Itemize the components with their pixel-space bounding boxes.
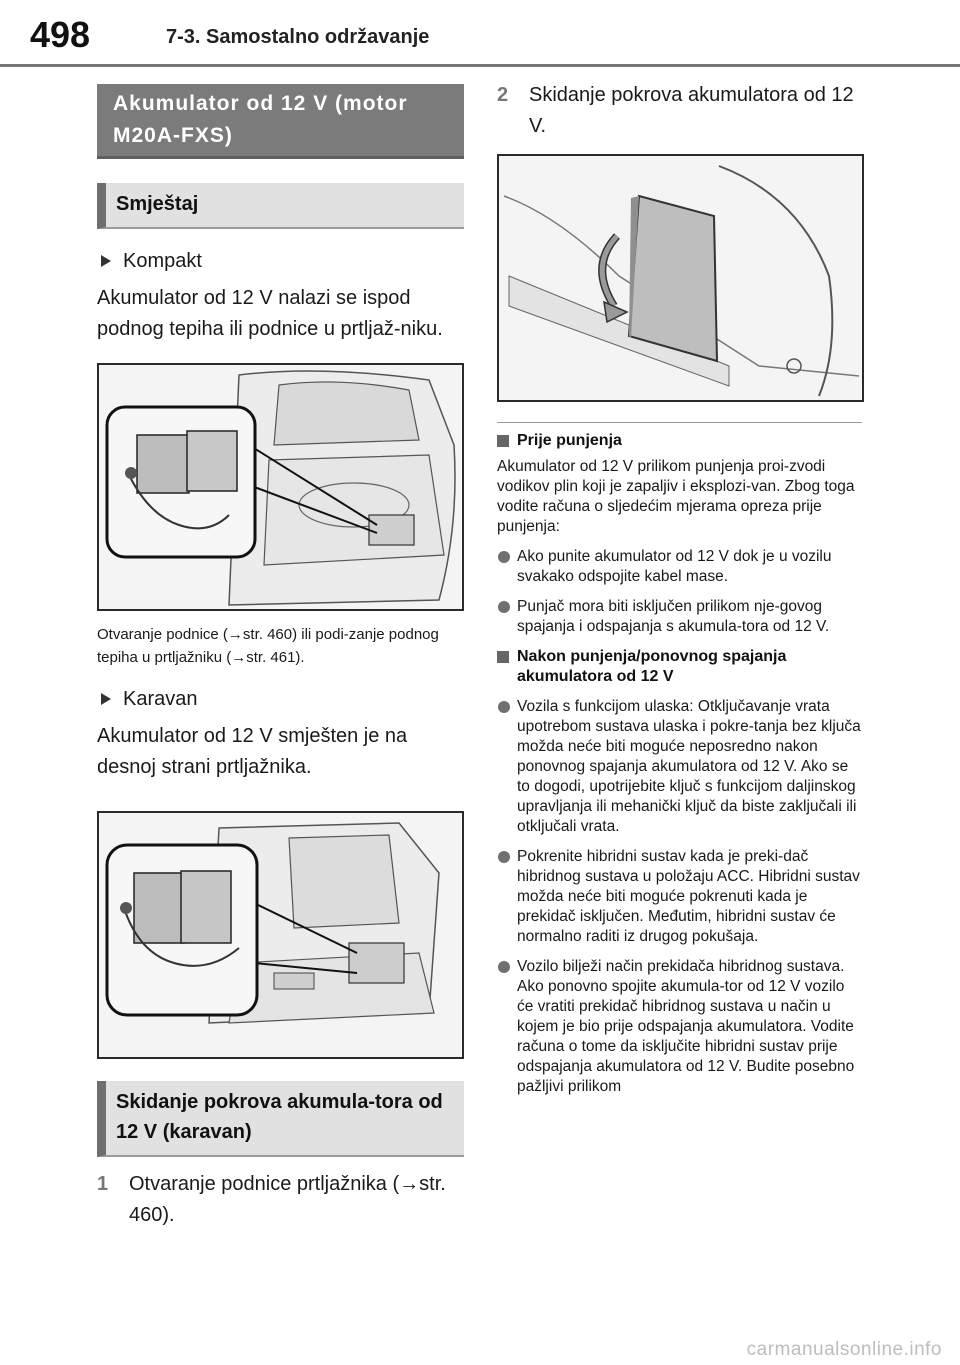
step-2-text: Skidanje pokrova akumulatora od 12 V.	[529, 84, 854, 137]
step-1	[97, 1169, 464, 1231]
battery-cover-illustration	[497, 154, 864, 402]
after-item-3: Vozilo bilježi način prekidača hibridnog sustava. Ako ponovno spojite akumula-tor od 12 V vozilo će vratiti prekidač hibridnog sustava u način u kojem je bio prije odspajanja akumulatora. Vodite računa o tome da isključite hibridni sustav prije odspajanja akumulatora od 12 V. Budite posebno pažljivi prilikom	[497, 957, 862, 1097]
section-title: Akumulator od 12 V (motor M20A-FXS)	[97, 84, 464, 159]
location-heading: Smještaj	[97, 183, 464, 229]
compact-trunk-illustration	[97, 363, 464, 611]
wagon-trunk-illustration	[97, 811, 464, 1059]
watermark: carmanualsonline.info	[746, 1339, 942, 1360]
before-charging-text: Akumulator od 12 V prilikom punjenja proi-zvodi vodikov plin koji je zapaljiv i eksplozi-van. Zbog toga vodite računa o sljedećim mjerama opreza prije punjenja:	[497, 458, 855, 535]
step-2-number: 2	[497, 84, 509, 106]
wagon-text: Akumulator od 12 V smješten je na desnoj strani prtljažnika.	[97, 725, 408, 778]
page-number: 498	[30, 14, 91, 55]
chapter-title: 7-3. Samostalno održavanje	[166, 26, 430, 48]
page-header	[0, 0, 960, 66]
removal-heading: Skidanje pokrova akumula-tora od 12 V (karavan)	[97, 1081, 464, 1157]
wagon-label: Karavan	[97, 685, 464, 713]
step-1-text: Otvaranje podnice prtljažnika (→str. 460).	[129, 1173, 446, 1226]
section-divider	[497, 422, 862, 423]
after-item-2: Pokrenite hibridni sustav kada je preki-dač hibridnog sustava u položaju ACC. Hibridni sustav možda neće biti moguće pokrenuti kada je prekidač isključen. Međutim, hibridni sustav će normalno raditi iz drugog pokušaja.	[497, 847, 862, 947]
compact-text: Akumulator od 12 V nalazi se ispod podnog tepiha ili podnice u prtljaž-niku.	[97, 287, 443, 340]
after-item-1: Vozila s funkcijom ulaska: Otključavanje vrata upotrebom sustava ulaska i pokre-tanja bez ključa možda neće biti moguće neposredno nakon ponovnog spajanja akumulatora od 12 V. Ako se to dogodi, upotrijebite ključ s funkcijom daljinskog upravljanja ili mehanički ključ da biste zaključali ili otključali vrata.	[497, 697, 862, 837]
header-divider	[0, 64, 960, 67]
step-2	[497, 80, 862, 142]
before-item-2: Punjač mora biti isključen prilikom nje-govog spajanja i odspajanja s akumula-tora od 12 V.	[497, 597, 862, 637]
step-1-number: 1	[97, 1173, 109, 1195]
left-column	[97, 84, 464, 1231]
compact-label: Kompakt	[97, 247, 464, 275]
after-charging-heading: Nakon punjenja/ponovnog spajanja akumulatora od 12 V	[497, 647, 862, 687]
before-charging-heading: Prije punjenja	[497, 431, 862, 451]
before-item-1: Ako punite akumulator od 12 V dok je u vozilu svakako odspojite kabel mase.	[497, 547, 862, 587]
compact-caption: Otvaranje podnice (→str. 460) ili podi-zanje podnog tepiha u prtljažniku (→str. 461).	[97, 626, 439, 666]
right-column	[497, 80, 862, 1097]
